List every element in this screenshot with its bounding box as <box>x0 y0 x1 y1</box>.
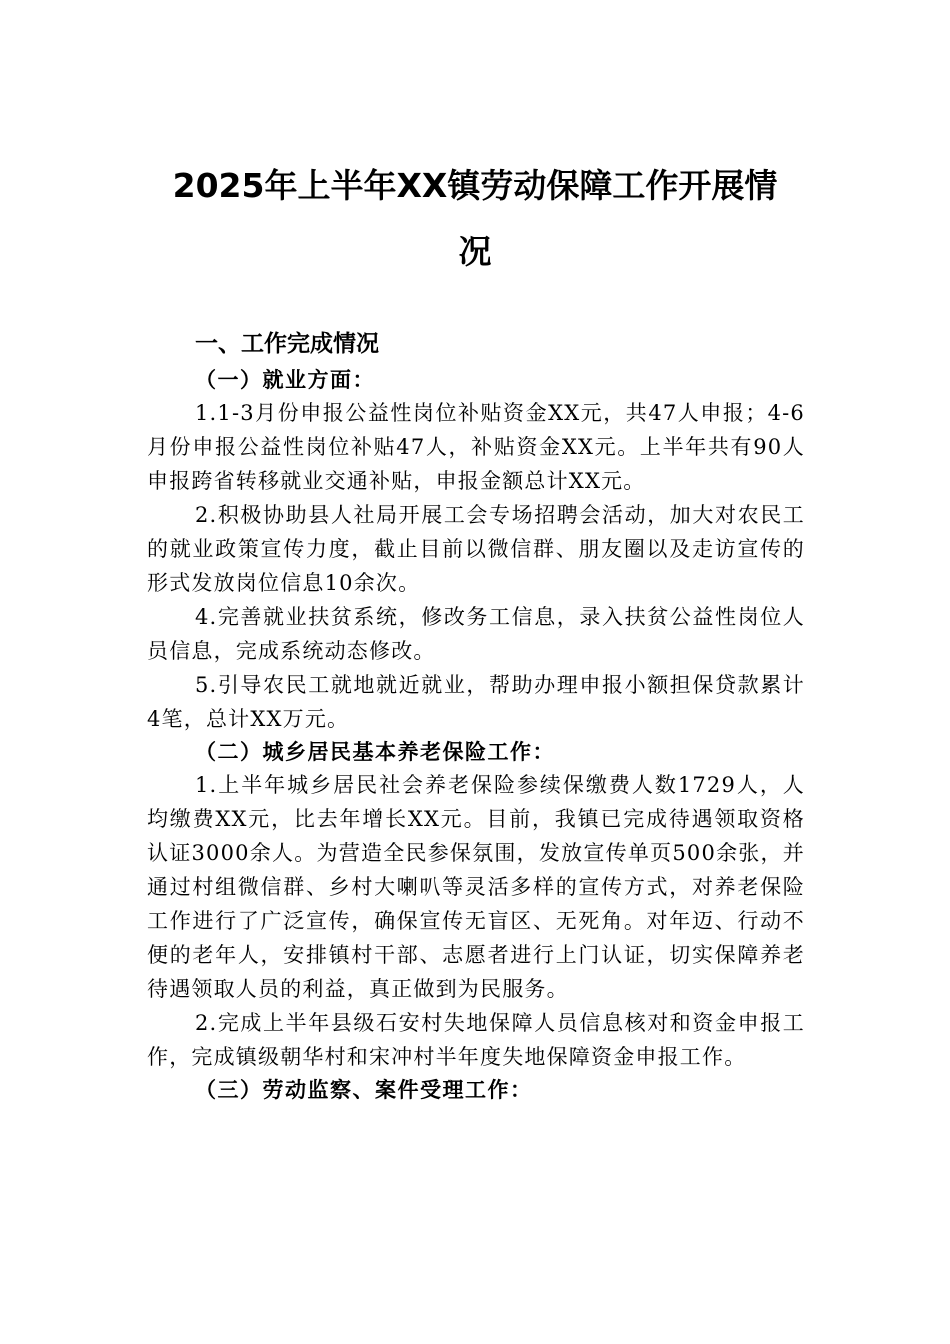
paragraph-pension-2: 2.完成上半年县级石安村失地保障人员信息核对和资金申报工作，完成镇级朝华村和宋冲村半年度失地保障资金申报工作。 <box>147 1011 805 1069</box>
subsection-heading-employment: （一）就业方面： <box>195 367 375 392</box>
document-body <box>147 324 805 1106</box>
document-title-line-2: 况 <box>458 232 492 271</box>
subsection-heading-labor-inspection: （三）劳动监察、案件受理工作： <box>195 1077 533 1102</box>
subsection-heading-pension: （二）城乡居民基本养老保险工作： <box>195 739 555 764</box>
section-heading-work-completion: 一、工作完成情况 <box>195 331 379 357</box>
paragraph-employment-1: 1.1-3月份申报公益性岗位补贴资金XX元，共47人申报；4-6月份申报公益性岗位补贴47人，补贴资金XX元。上半年共有90人申报跨省转移就业交通补贴，申报金额总计XX元。 <box>147 401 805 493</box>
paragraph-employment-4: 4.完善就业扶贫系统，修改务工信息，录入扶贫公益性岗位人员信息，完成系统动态修改。 <box>147 605 805 663</box>
document-title-line-1: 2025年上半年XX镇劳动保障工作开展情 <box>172 166 778 205</box>
paragraph-pension-1: 1.上半年城乡居民社会养老保险参续保缴费人数1729人，人均缴费XX元，比去年增长XX元。目前，我镇已完成待遇领取资格认证3000余人。为营造全民参保氛围，发放宣传单页500余张，并通过村组微信群、乡村大喇叭等灵活多样的宣传方式，对养老保险工作进行了广泛宣传，确保宣传无盲区、无死角。对年迈、行动不便的老年人，安排镇村干部、志愿者进行上门认证，切实保障养老待遇领取人员的利益，真正做到为民服务。 <box>147 773 805 1001</box>
paragraph-employment-5: 5.引导农民工就地就近就业，帮助办理申报小额担保贷款累计4笔，总计XX万元。 <box>147 673 805 731</box>
paragraph-employment-2: 2.积极协助县人社局开展工会专场招聘会活动，加大对农民工的就业政策宣传力度，截止目前以微信群、朋友圈以及走访宣传的形式发放岗位信息10余次。 <box>147 503 805 595</box>
